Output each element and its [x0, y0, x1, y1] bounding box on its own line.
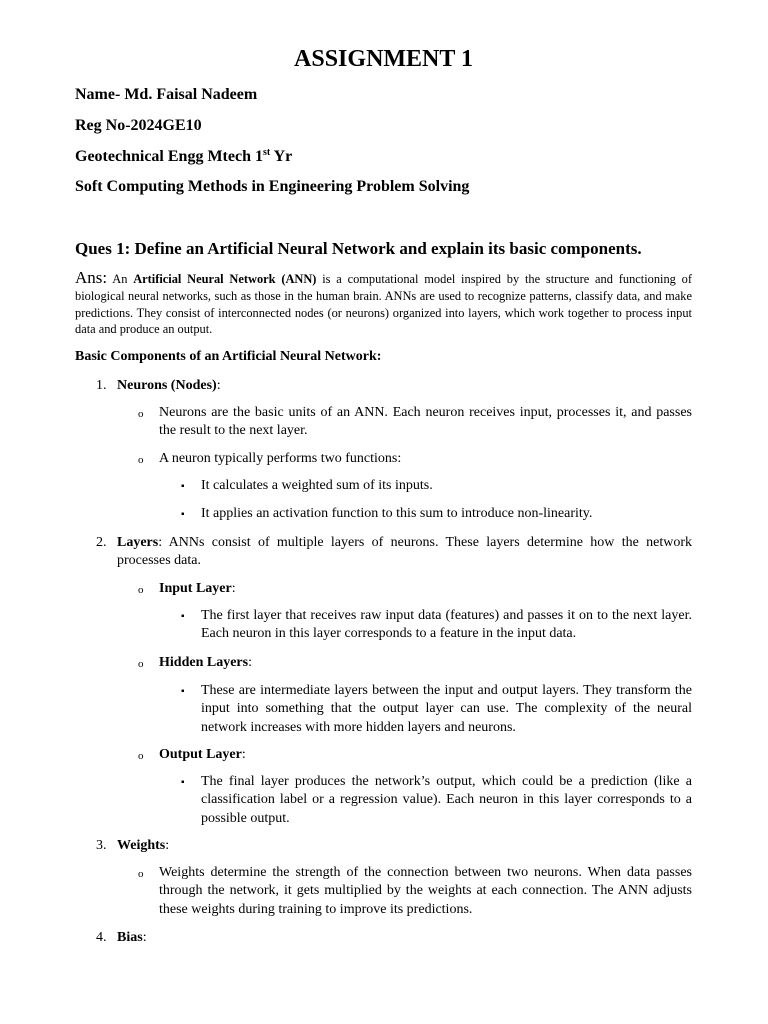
item-colon: : — [248, 655, 252, 670]
bullet-text: A neuron typically performs two functions: — [159, 451, 402, 466]
item-title: Input Layer — [159, 581, 232, 596]
registration-number: Reg No-2024GE10 — [75, 117, 202, 134]
list-item-layers — [117, 534, 692, 571]
circle-bullet-icon: o — [138, 868, 144, 880]
output-layer-heading — [159, 746, 692, 764]
list-number: 2. — [96, 535, 107, 550]
square-bullet-icon: ▪ — [181, 611, 185, 622]
bullet-text: Weights determine the strength of the connection between two neurons. When data passes through the network, it gets multiplied by the weights at each connection. The ANN adjusts these weights during training to improve its predictions. — [159, 865, 692, 917]
circle-bullet-icon: o — [138, 750, 144, 762]
circle-bullet-icon: o — [138, 584, 144, 596]
square-bullet-icon: ▪ — [181, 481, 185, 492]
answer-text: is a computational model inspired by the structure and functioning of biological neural networks, such as those in the human brain. ANNs are used to recognize patterns, classify data, and make predictions. They consist of interconnected nodes (or neurons) organized into layers, which work together to process input data and produce an output. — [75, 272, 692, 337]
item-colon: : — [216, 378, 221, 393]
subject-title: Soft Computing Methods in Engineering Problem Solving — [75, 178, 470, 195]
item-title: Bias — [117, 930, 143, 945]
input-layer-heading — [159, 580, 692, 598]
item-colon: : — [231, 581, 236, 596]
square-bullet-icon: ▪ — [181, 509, 185, 520]
course-line — [75, 147, 292, 167]
answer-pre: An — [107, 272, 134, 286]
list-number: 4. — [96, 930, 107, 945]
hidden-layers-heading — [159, 654, 692, 672]
course-prefix: Geotechnical Engg Mtech 1 — [75, 148, 263, 165]
circle-bullet-icon: o — [138, 454, 144, 466]
list-number: 3. — [96, 838, 107, 853]
square-bullet-icon: ▪ — [181, 686, 185, 697]
item-title: Hidden Layers — [159, 655, 249, 670]
list-item-bias — [117, 929, 692, 947]
square-bullet-icon: ▪ — [181, 777, 185, 788]
assignment-title: ASSIGNMENT 1 — [294, 46, 473, 72]
item-colon: : — [165, 838, 170, 853]
answer-paragraph — [75, 270, 692, 338]
item-colon: : — [142, 930, 147, 945]
item-text: : ANNs consist of multiple layers of neurons. These layers determine how the network processes data. — [117, 535, 692, 569]
item-title: Layers — [117, 535, 159, 550]
sub-bullet-text: The final layer produces the network’s output, which could be a prediction (like a classification label or a regression value). Each neuron in this layer corresponds to a possible output. — [201, 774, 692, 826]
circle-bullet-icon: o — [138, 658, 144, 670]
sub-bullet-text: It applies an activation function to this sum to introduce non-linearity. — [201, 506, 593, 521]
item-title: Output Layer — [159, 747, 242, 762]
answer-term: Artificial Neural Network (ANN) — [133, 272, 317, 286]
bullet-text: Neurons are the basic units of an ANN. Each neuron receives input, processes it, and passes the result to the next layer. — [159, 405, 692, 439]
sub-bullet-text: It calculates a weighted sum of its inputs. — [201, 478, 433, 493]
sub-bullet-text: These are intermediate layers between the input and output layers. They transform the input into something that the output layer can use. The complexity of the neural network increases with more hidden layers and neurons. — [201, 683, 692, 735]
list-number: 1. — [96, 378, 107, 393]
list-item-weights — [117, 837, 692, 855]
item-title: Weights — [117, 838, 166, 853]
question-heading: Ques 1: Define an Artificial Neural Network and explain its basic components. — [75, 239, 642, 258]
components-heading: Basic Components of an Artificial Neural Network: — [75, 349, 382, 364]
student-name: Name- Md. Faisal Nadeem — [75, 86, 258, 103]
course-suffix: Yr — [270, 148, 293, 165]
course-superscript: st — [262, 147, 271, 158]
item-title: Neurons (Nodes) — [117, 378, 217, 393]
circle-bullet-icon: o — [138, 408, 144, 420]
answer-label: Ans: — [75, 268, 108, 287]
sub-bullet-text: The first layer that receives raw input data (features) and passes it on to the next layer. Each neuron in this layer corresponds to a feature in the input data. — [201, 608, 692, 642]
list-item-neurons — [117, 377, 692, 395]
item-colon: : — [241, 747, 246, 762]
